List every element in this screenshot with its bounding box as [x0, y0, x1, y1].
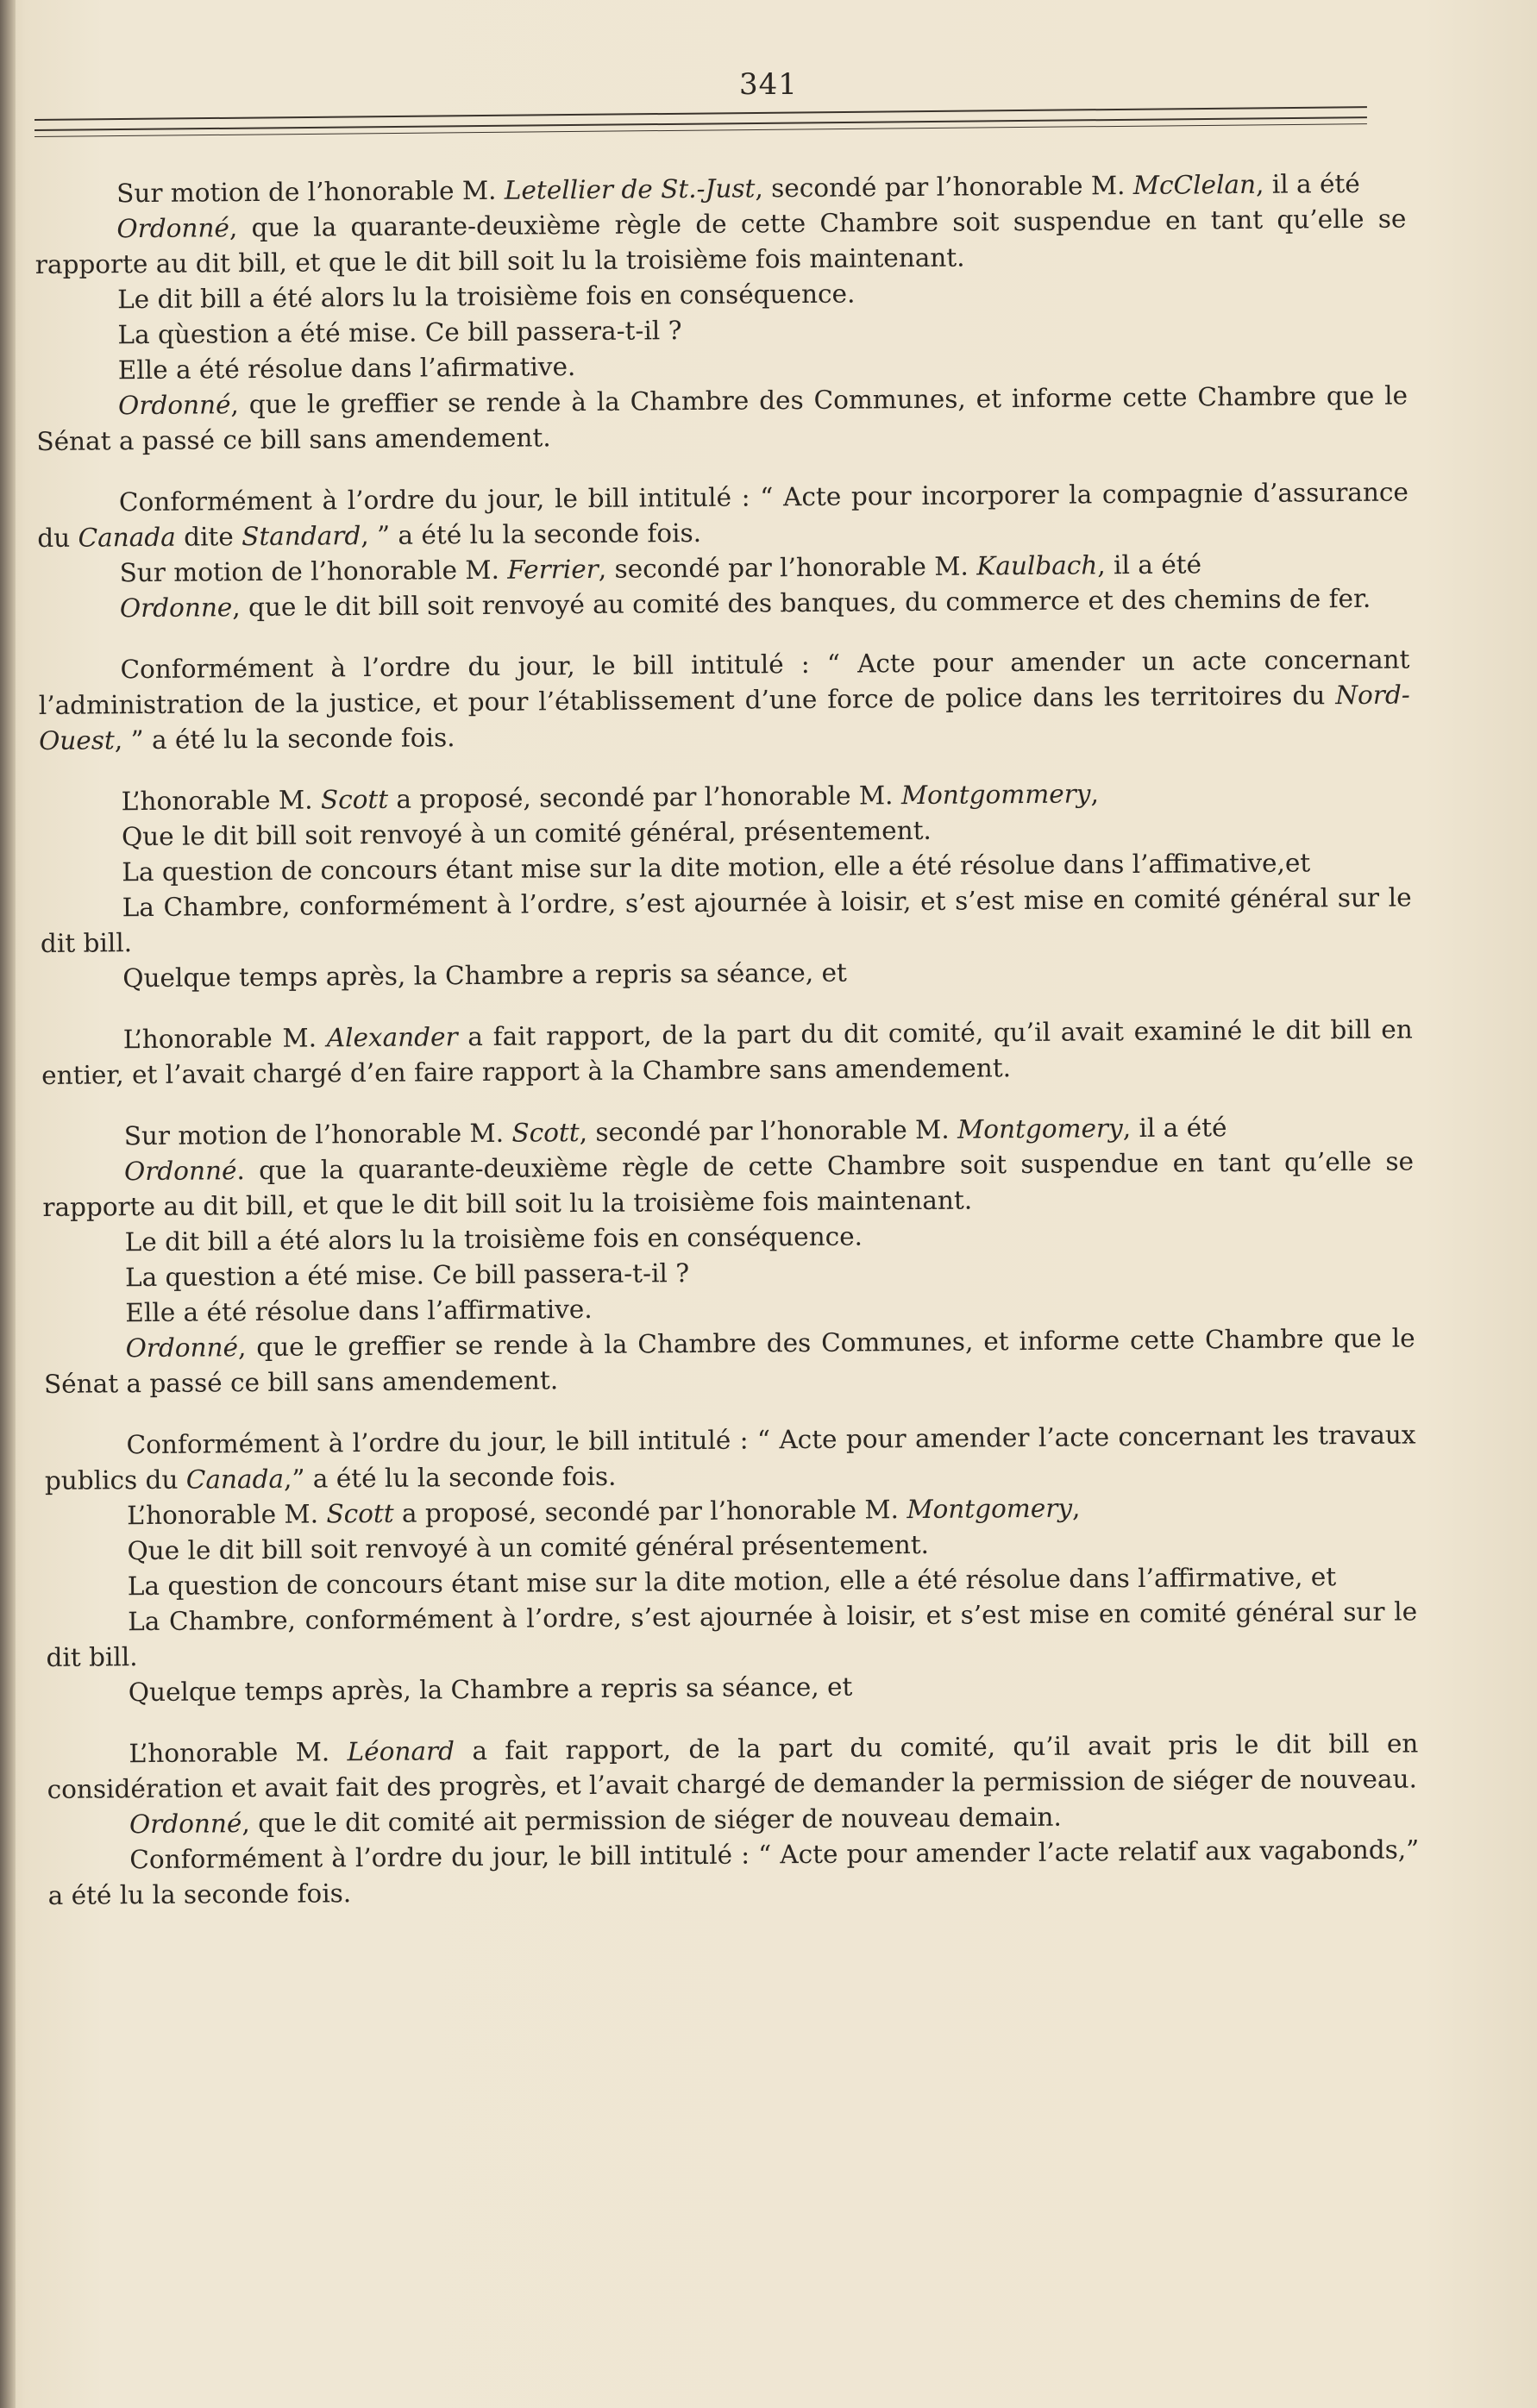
text-run: Le dit bill a été alors lu la troisième fois en conséquence. — [124, 1221, 863, 1257]
text-run: , que le greffier se rende à la Chambre des Communes, et informe cette Chambre que le Sénat a passé ce bill sans amendement. — [43, 1323, 1415, 1399]
italic-name: Montgomery — [957, 1113, 1123, 1144]
paragraph-p14 — [41, 880, 1413, 961]
italic-name: Ordonné — [123, 1156, 237, 1187]
text-run: , — [1090, 779, 1100, 809]
text-run: , que la quarante-deuxième règle de cette Chambre soit suspendue en tant qu’elle se rapporte au dit bill, et que le dit bill soit lu la troisième fois maintenant. — [35, 204, 1407, 279]
text-run: , que le dit comité ait permission de siéger de nouveau demain. — [242, 1802, 1062, 1839]
text-run: , — [1071, 1493, 1081, 1523]
text-run: , ” a été lu la seconde fois. — [361, 517, 702, 551]
italic-name: Alexander — [326, 1022, 458, 1053]
text-run: Sur motion de l’honorable M. — [119, 555, 508, 588]
italic-name: Standard — [242, 521, 361, 552]
paragraph-p23 — [44, 1417, 1416, 1498]
text-run: Quelque temps après, la Chambre a repris sa séance, et — [122, 957, 847, 994]
paragraph-p22 — [44, 1320, 1416, 1402]
page-binding-edge — [0, 0, 16, 2408]
text-run: , il a été — [1097, 549, 1202, 580]
text-run: L’honorable M. — [121, 785, 322, 817]
italic-name: Canada — [78, 522, 176, 553]
paragraph-p2 — [35, 202, 1407, 283]
italic-name: Nord-Ouest — [39, 680, 1410, 756]
text-run: Que le dit bill soit renvoyé à un comité général, présentement. — [121, 815, 932, 852]
text-run: La question de concours étant mise sur la dite motion, elle a été résolue dans l’affimative,et — [122, 848, 1311, 887]
paragraph-p18 — [42, 1144, 1415, 1225]
text-run: La qùestion a été mise. Ce bill passera-t-il ? — [117, 316, 682, 350]
page-number: 341 — [739, 67, 798, 102]
text-run: , secondé par l’honorable M. — [598, 551, 977, 584]
text-run: L’honorable M. — [129, 1737, 348, 1769]
body-text — [35, 166, 1420, 1914]
text-run: L’honorable M. — [127, 1499, 327, 1531]
text-run: Conformément à l’ordre du jour, le bill intitulé : “ Acte pour amender un acte concernant l’administration de la justice, et pour l’établissement d’une force de police dans les territoires du — [38, 644, 1410, 720]
italic-name: Ordonné — [129, 1809, 242, 1840]
text-run: La question a été mise. Ce bill passera-t-il ? — [124, 1258, 690, 1293]
paragraph-p29 — [47, 1726, 1419, 1807]
text-run: Elle a été résolue dans l’affirmative. — [125, 1294, 593, 1328]
text-run: . que la quarante-deuxième règle de cette Chambre soit suspendue en tant qu’elle se rapporte au dit bill, et que le dit bill soit lu la troisième fois maintenant. — [42, 1146, 1415, 1222]
text-run: L’honorable M. — [122, 1023, 327, 1055]
text-run: a fait rapport, de la part du dit comité, qu’il avait examiné le dit bill en entier, et l’avait chargé d’en faire rapport à la Chambre sans amendement. — [41, 1014, 1413, 1090]
italic-name: Ordonné — [117, 390, 231, 421]
text-run: , secondé par l’honorable M. — [579, 1114, 958, 1148]
paragraph-p6 — [36, 379, 1408, 460]
paragraph-p10 — [38, 642, 1410, 758]
text-run: Le dit bill a été alors lu la troisième fois en conséquence. — [116, 279, 856, 315]
italic-name: Letellier de St.-Just — [504, 173, 756, 205]
italic-name: Léonard — [347, 1736, 455, 1767]
text-run: a proposé, secondé par l’honorable M. — [387, 781, 901, 814]
text-run: Quelque temps après, la Chambre a repris sa séance, et — [128, 1671, 853, 1708]
text-run: Conformément à l’ordre du jour, le bill intitulé : “ Acte pour incorporer la compagnie d’assurance du — [37, 477, 1409, 553]
text-run: , que le dit bill soit renvoyé au comité des banques, du commerce et des chemins de fer. — [232, 583, 1371, 623]
text-run: a proposé, secondé par l’honorable M. — [393, 1495, 907, 1528]
italic-name: Scott — [326, 1498, 394, 1529]
text-run: La Chambre, conformément à l’ordre, s’est ajournée à loisir, et s’est mise en comité général sur le dit bill. — [46, 1596, 1418, 1672]
paragraph-p31 — [47, 1832, 1420, 1913]
text-run: Conformément à l’ordre du jour, le bill intitulé : “ Acte pour amender l’acte relatif aux vagabonds,” a été lu la seconde fois. — [47, 1834, 1420, 1910]
italic-name: Scott — [320, 784, 389, 815]
text-run: a fait rapport, de la part du comité, qu’il avait pris le dit bill en considération et avait fait des progrès, et l’avait chargé de demander la permission de siéger de nouveau. — [47, 1728, 1419, 1804]
text-run: ,” a été lu la seconde fois. — [283, 1461, 617, 1494]
text-run: Elle a été résolue dans l’afirmative. — [117, 352, 576, 386]
paragraph-p27 — [46, 1594, 1418, 1675]
italic-name: Montgomery — [907, 1493, 1073, 1525]
italic-name: Ordonné — [125, 1333, 239, 1364]
text-run: La Chambre, conformément à l’ordre, s’est ajournée à loisir, et s’est mise en comité général sur le dit bill. — [40, 882, 1412, 958]
text-run: Que le dit bill soit renvoyé à un comité général présentement. — [127, 1529, 930, 1566]
paragraph-p7 — [37, 475, 1409, 556]
italic-name: Ordonne — [119, 593, 233, 624]
text-run: , il a été — [1122, 1113, 1227, 1144]
text-run: , secondé par l’honorable M. — [755, 170, 1133, 204]
text-run: Sur motion de l’honorable M. — [123, 1118, 512, 1151]
italic-name: Montgommery — [900, 779, 1091, 811]
text-run: , ” a été lu la seconde fois. — [114, 723, 455, 756]
header-rule-bottom — [35, 123, 1367, 137]
text-run: , que le greffier se rende à la Chambre des Communes, et informe cette Chambre que le Sénat a passé ce bill sans amendement. — [36, 380, 1408, 456]
text-run: , il a été — [1255, 168, 1360, 199]
text-run: La question de concours étant mise sur la dite motion, elle a été résolue dans l’affirmative, et — [127, 1562, 1337, 1602]
italic-name: Kaulbach — [976, 550, 1098, 581]
paragraph-p16 — [41, 1012, 1414, 1093]
text-run: Conformément à l’ordre du jour, le bill intitulé : “ Acte pour amender l’acte concernant les travaux publics du — [44, 1420, 1416, 1496]
text-run: dite — [175, 522, 242, 552]
italic-name: McClelan — [1132, 169, 1257, 200]
text-run: Sur motion de l’honorable M. — [116, 175, 505, 209]
italic-name: Ordonné — [116, 213, 229, 244]
italic-name: Canada — [185, 1464, 285, 1495]
italic-name: Scott — [511, 1118, 580, 1148]
italic-name: Ferrier — [507, 554, 599, 585]
